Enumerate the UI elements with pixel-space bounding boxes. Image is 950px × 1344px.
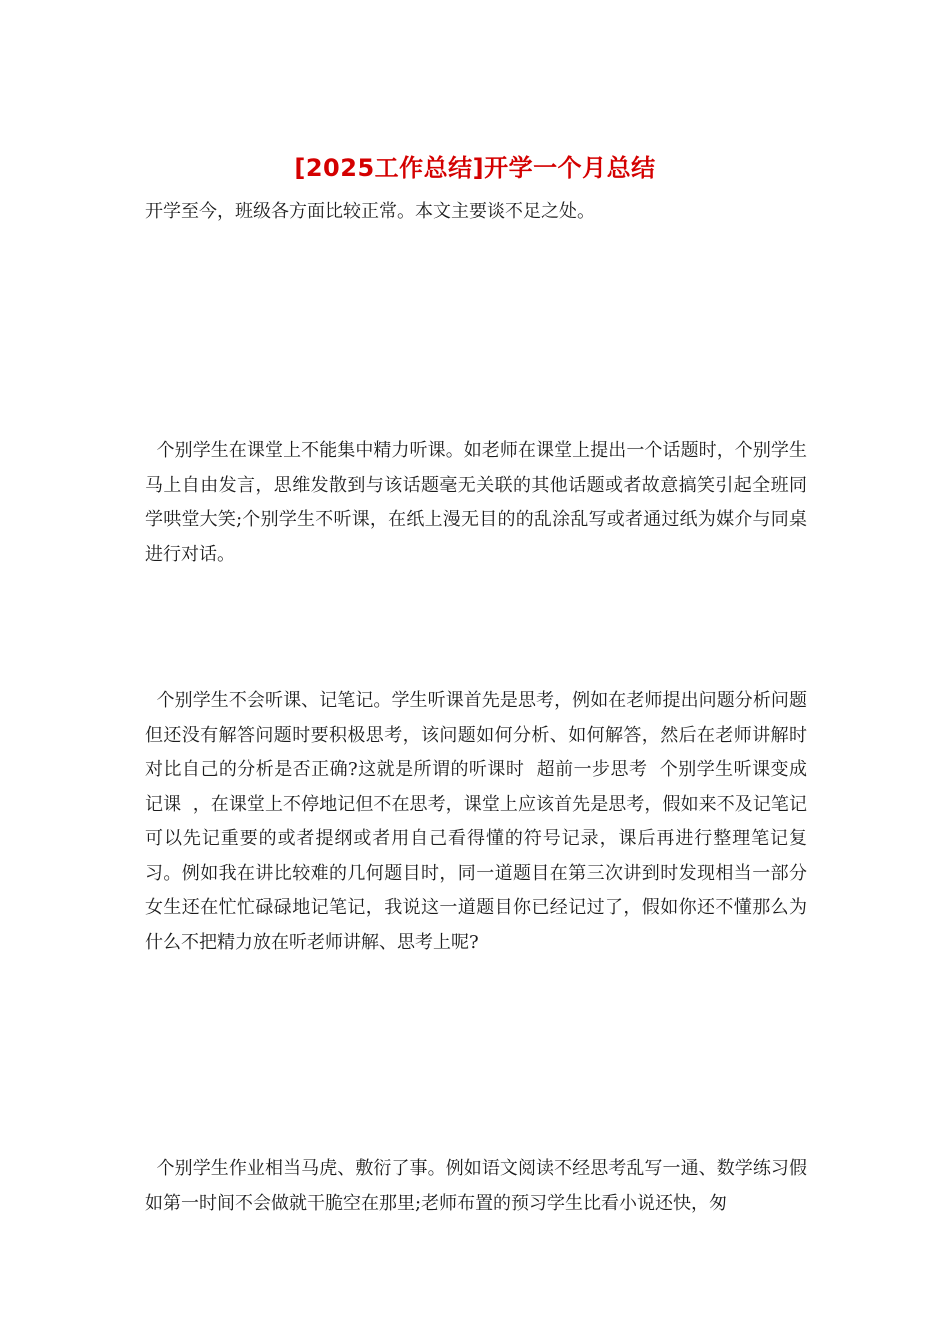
document-title: [2025工作总结]开学一个月总结 [294,154,656,182]
paragraph-note-taking: 个别学生不会听课、记笔记。学生听课首先是思考，例如在老师提出问题分析问题但还没有解答问题时要积极思考，该问题如何分析、如何解答，然后在老师讲解时对比自己的分析是否正确?这就是所谓的听课时 超前一步思考 个别学生听课变成 记课 ，在课堂上不停地记但不在思考，课堂上应该首先是思考，假如来不及记笔记可以先记重要的或者提纲或者用自己看得懂的符号记录，课后再进行整理笔记复习。例如我在讲比较难的几何题目时，同一道题目在第三次讲到时发现相当一部分女生还在忙忙碌碌地记笔记，我说这一道题目你已经记过了，假如你还不懂那么为什么不把精力放在听老师讲解、思考上呢? [145,690,819,953]
intro-paragraph: 开学至今，班级各方面比较正常。本文主要谈不足之处。 [145,201,595,222]
paragraph-homework: 个别学生作业相当马虎、敷衍了事。例如语文阅读不经思考乱写一通、数学练习假如第一时间不会做就干脆空在那里;老师布置的预习学生比看小说还快，匆 [145,1158,807,1214]
paragraph-attention: 个别学生在课堂上不能集中精力听课。如老师在课堂上提出一个话题时，个别学生马上自由发言，思维发散到与该话题毫无关联的其他话题或者故意搞笑引起全班同学哄堂大笑;个别学生不听课，在纸上漫无目的的乱涂乱写或者通过纸为媒介与同桌进行对话。 [145,440,807,565]
